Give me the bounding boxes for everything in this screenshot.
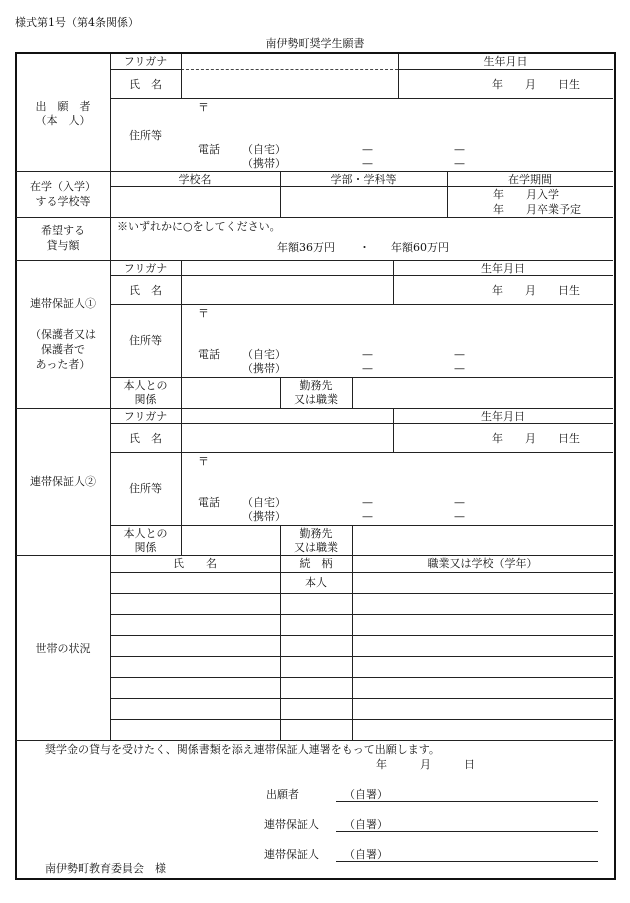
guarantor2-relation-field[interactable] [182, 526, 278, 554]
graduation-date[interactable]: 年 月卒業予定 [493, 203, 581, 216]
tel-dash: — [362, 362, 373, 375]
name-label: 氏 名 [129, 432, 162, 445]
divider [110, 186, 613, 187]
guarantor1-relation-field[interactable] [182, 378, 278, 407]
guarantor2-address-field[interactable] [200, 466, 600, 494]
furigana-label: フリガナ [123, 55, 168, 68]
household-label: 世帯の状況 [35, 642, 91, 655]
guarantor1-note: あった者） [35, 358, 91, 371]
period-header: 在学期間 [508, 173, 552, 186]
department-field[interactable] [282, 188, 445, 216]
applicant-name-field[interactable] [182, 71, 397, 98]
name-label: 氏 名 [129, 284, 162, 297]
tel-mobile-label: （携帯） [242, 510, 286, 523]
tel-mobile-label: （携帯） [242, 157, 286, 170]
divider [110, 719, 613, 720]
guarantor2-signature-field[interactable]: （自署） [344, 848, 388, 861]
declaration-text: 奨学金の貸与を受けたく、関係書類を添え連帯保証人連署をもって出願します。 [45, 743, 440, 756]
applicant-birthdate-field[interactable]: 年 月 日生 [492, 78, 580, 91]
declaration-date[interactable]: 年 月 日 [376, 758, 475, 771]
divider [110, 635, 613, 636]
addressee: 南伊勢町教育委員会 様 [45, 862, 166, 875]
applicant-address-field[interactable] [200, 112, 600, 142]
loan-option-360k[interactable]: 年額36万円 [277, 241, 335, 254]
guarantor1-note: （保護者又は [30, 328, 96, 341]
divider [110, 572, 613, 573]
school-section-sublabel: する学校等 [35, 195, 91, 208]
applicant-signature-field[interactable]: （自署） [344, 788, 388, 801]
tel-dash: — [454, 143, 465, 156]
tel-dash: — [454, 362, 465, 375]
divider [16, 171, 613, 172]
guarantor2-label: 連帯保証人② [30, 475, 96, 488]
household-relation-header: 続 柄 [299, 557, 333, 570]
tel-home-label: （自宅） [242, 496, 286, 509]
signature-line [336, 801, 598, 802]
workplace-label: 又は職業 [294, 393, 338, 406]
tel-home-label: （自宅） [242, 143, 286, 156]
guarantor2-birthdate-field[interactable]: 年 月 日生 [492, 432, 580, 445]
tel-dash: — [362, 157, 373, 170]
household-name-header: 氏 名 [173, 557, 217, 570]
applicant-signature-label: 出願者 [266, 788, 299, 801]
tel-home-label: （自宅） [242, 348, 286, 361]
divider [110, 677, 613, 678]
divider [110, 452, 613, 453]
divider [16, 555, 613, 556]
applicant-furigana-field[interactable] [182, 55, 397, 69]
guarantor1-name-field[interactable] [182, 277, 392, 304]
workplace-label: 又は職業 [294, 541, 338, 554]
tel-dash: — [454, 157, 465, 170]
tel-dash: — [454, 496, 465, 509]
household-relation-self: 本人 [305, 576, 327, 589]
divider [110, 98, 613, 99]
relation-label: 本人との [123, 527, 168, 540]
guarantor1-workplace-field[interactable] [354, 378, 610, 407]
birthdate-label: 生年月日 [481, 410, 525, 423]
guarantor1-signature-label: 連帯保証人 [264, 818, 319, 831]
divider [110, 217, 111, 260]
form-number: 様式第1号（第4条関係） [15, 16, 139, 29]
tel-label: 電話 [198, 348, 220, 361]
guarantor2-furigana-field[interactable] [182, 410, 392, 423]
guarantor1-label: 連帯保証人① [30, 297, 96, 310]
guarantor2-name-field[interactable] [182, 425, 392, 452]
guarantor1-birthdate-field[interactable]: 年 月 日生 [492, 284, 580, 297]
divider [352, 555, 353, 740]
divider [110, 275, 613, 276]
loan-instruction: ※いずれかに○をしてください。 [117, 220, 281, 233]
address-label: 住所等 [129, 334, 162, 347]
divider [16, 740, 613, 741]
loan-option-separator: ・ [359, 241, 370, 254]
relation-label: 関係 [134, 541, 157, 554]
divider [181, 69, 398, 70]
divider [110, 69, 181, 70]
tel-label: 電話 [198, 496, 220, 509]
applicant-label: 出 願 者 [35, 100, 91, 113]
guarantor1-signature-field[interactable]: （自署） [344, 818, 388, 831]
tel-dash: — [362, 348, 373, 361]
workplace-label: 勤務先 [299, 379, 333, 392]
loan-section-sublabel: 貸与額 [46, 239, 80, 252]
divider [110, 698, 613, 699]
guarantor1-furigana-field[interactable] [182, 262, 392, 275]
loan-section-label: 希望する [41, 224, 85, 237]
tel-label: 電話 [198, 143, 220, 156]
tel-dash: — [362, 496, 373, 509]
tel-dash: — [454, 348, 465, 361]
school-name-field[interactable] [112, 188, 278, 216]
birthdate-label: 生年月日 [483, 55, 528, 68]
relation-label: 関係 [134, 393, 157, 406]
divider [110, 304, 613, 305]
divider [16, 217, 613, 218]
tel-dash: — [362, 510, 373, 523]
guarantor1-address-field[interactable] [200, 318, 600, 346]
divider [110, 656, 613, 657]
school-section-label: 在学（入学） [30, 180, 96, 193]
tel-mobile-label: （携帯） [242, 362, 286, 375]
divider [16, 260, 613, 261]
postal-mark: 〒 [198, 307, 209, 320]
department-header: 学部・学科等 [330, 173, 397, 186]
page-title: 南伊勢町奨学生願書 [265, 37, 365, 50]
relation-label: 本人との [123, 379, 168, 392]
furigana-label: フリガナ [123, 262, 168, 275]
birthdate-label: 生年月日 [481, 262, 525, 275]
guarantor1-note: 保護者で [41, 343, 85, 356]
signature-line [336, 831, 598, 832]
divider [352, 377, 353, 408]
divider [110, 614, 613, 615]
name-label: 氏 名 [129, 78, 162, 91]
enrollment-date[interactable]: 年 月入学 [493, 188, 559, 201]
divider [352, 525, 353, 555]
guarantor2-workplace-field[interactable] [354, 526, 610, 554]
tel-dash: — [454, 510, 465, 523]
divider [110, 555, 111, 740]
guarantor2-signature-label: 連帯保証人 [264, 848, 319, 861]
postal-mark: 〒 [198, 101, 209, 114]
divider [110, 54, 111, 171]
divider [16, 408, 613, 409]
divider [110, 593, 613, 594]
loan-option-600k[interactable]: 年額60万円 [391, 241, 449, 254]
address-label: 住所等 [129, 129, 162, 142]
household-job-header: 職業又は学校（学年） [427, 557, 538, 570]
divider [398, 69, 613, 70]
tel-dash: — [362, 143, 373, 156]
applicant-sublabel: （本 人） [35, 114, 91, 127]
workplace-label: 勤務先 [299, 527, 333, 540]
school-name-header: 学校名 [178, 173, 212, 186]
address-label: 住所等 [129, 482, 162, 495]
signature-line [336, 861, 598, 862]
postal-mark: 〒 [198, 455, 209, 468]
furigana-label: フリガナ [123, 410, 168, 423]
divider [110, 423, 613, 424]
